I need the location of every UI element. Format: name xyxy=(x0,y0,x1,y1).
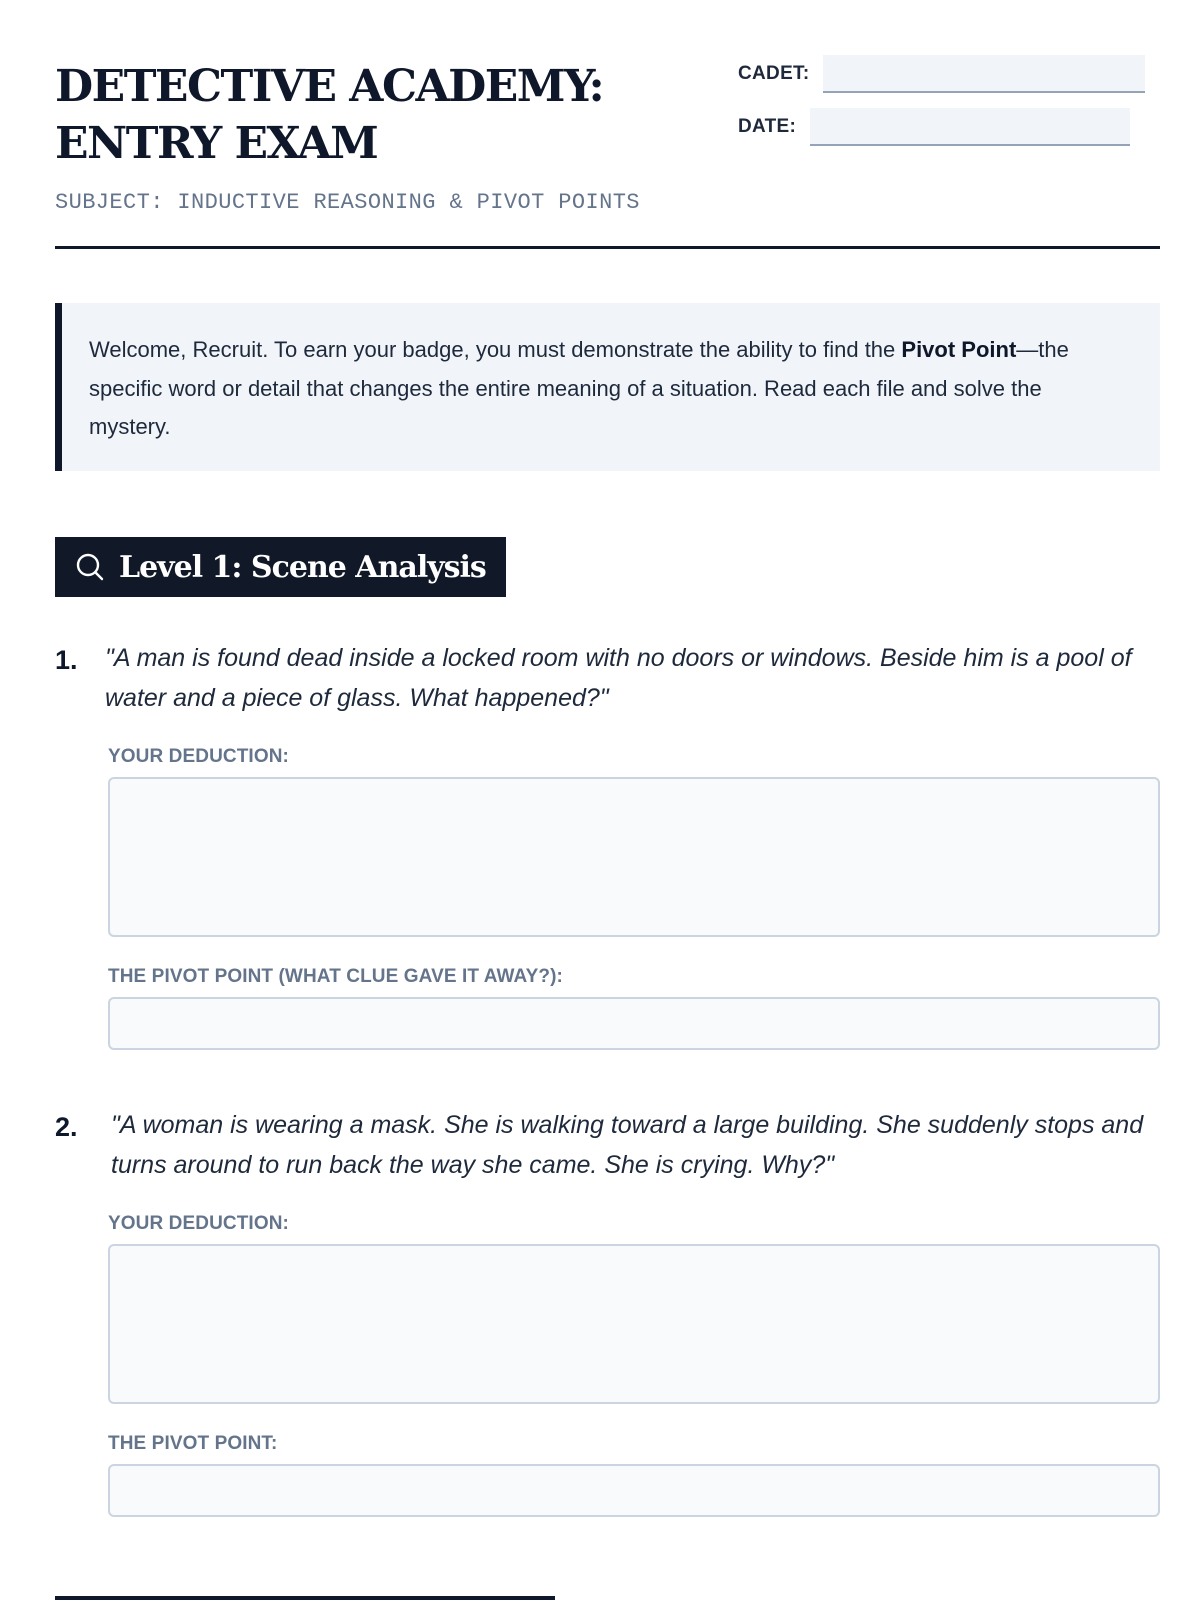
deduction-textarea[interactable] xyxy=(108,1244,1160,1404)
cadet-field[interactable] xyxy=(823,55,1145,93)
date-row xyxy=(738,108,1130,146)
date-label: DATE: xyxy=(738,116,797,137)
deduction-label: YOUR DEDUCTION: xyxy=(108,746,289,767)
pivot-point-input[interactable] xyxy=(108,1464,1160,1517)
intro-bold-term: Pivot Point xyxy=(901,337,1017,362)
question-text: "A man is found dead inside a locked room with no doors or windows. Beside him is a pool of water and a piece of glass. What happened?" xyxy=(105,644,1132,712)
deduction-label: YOUR DEDUCTION: xyxy=(108,1213,289,1234)
title-line-1: DETECTIVE ACADEMY: xyxy=(55,61,604,112)
section-heading xyxy=(55,537,506,597)
question-number: 2. xyxy=(55,1112,78,1142)
page-title xyxy=(55,58,695,172)
intro-text-before: Welcome, Recruit. To earn your badge, you must demonstrate the ability to find the xyxy=(89,337,902,362)
header-divider xyxy=(55,246,1160,249)
intro-callout xyxy=(55,303,1160,471)
next-section-edge xyxy=(55,1596,555,1600)
cadet-label: CADET: xyxy=(738,63,810,84)
subject-line: SUBJECT: INDUCTIVE REASONING & PIVOT POINTS xyxy=(55,190,640,215)
cadet-row xyxy=(738,55,1145,93)
question-text: "A woman is wearing a mask. She is walking toward a large building. She suddenly stops and turns around to run back the way she came. She is crying. Why?" xyxy=(111,1111,1144,1179)
search-icon xyxy=(75,552,105,582)
date-field[interactable] xyxy=(810,108,1130,146)
deduction-textarea[interactable] xyxy=(108,777,1160,937)
section-title: Level 1: Scene Analysis xyxy=(119,549,486,585)
pivot-point-label: THE PIVOT POINT: xyxy=(108,1433,278,1454)
pivot-point-input[interactable] xyxy=(108,997,1160,1050)
question-number: 1. xyxy=(55,645,78,675)
pivot-point-label: THE PIVOT POINT (WHAT CLUE GAVE IT AWAY?): xyxy=(108,966,563,987)
title-line-2: ENTRY EXAM xyxy=(55,118,378,169)
intro-text-after: —the specific word or detail that changes the entire meaning of a situation. Read each file and solve the mystery. xyxy=(89,337,1069,439)
